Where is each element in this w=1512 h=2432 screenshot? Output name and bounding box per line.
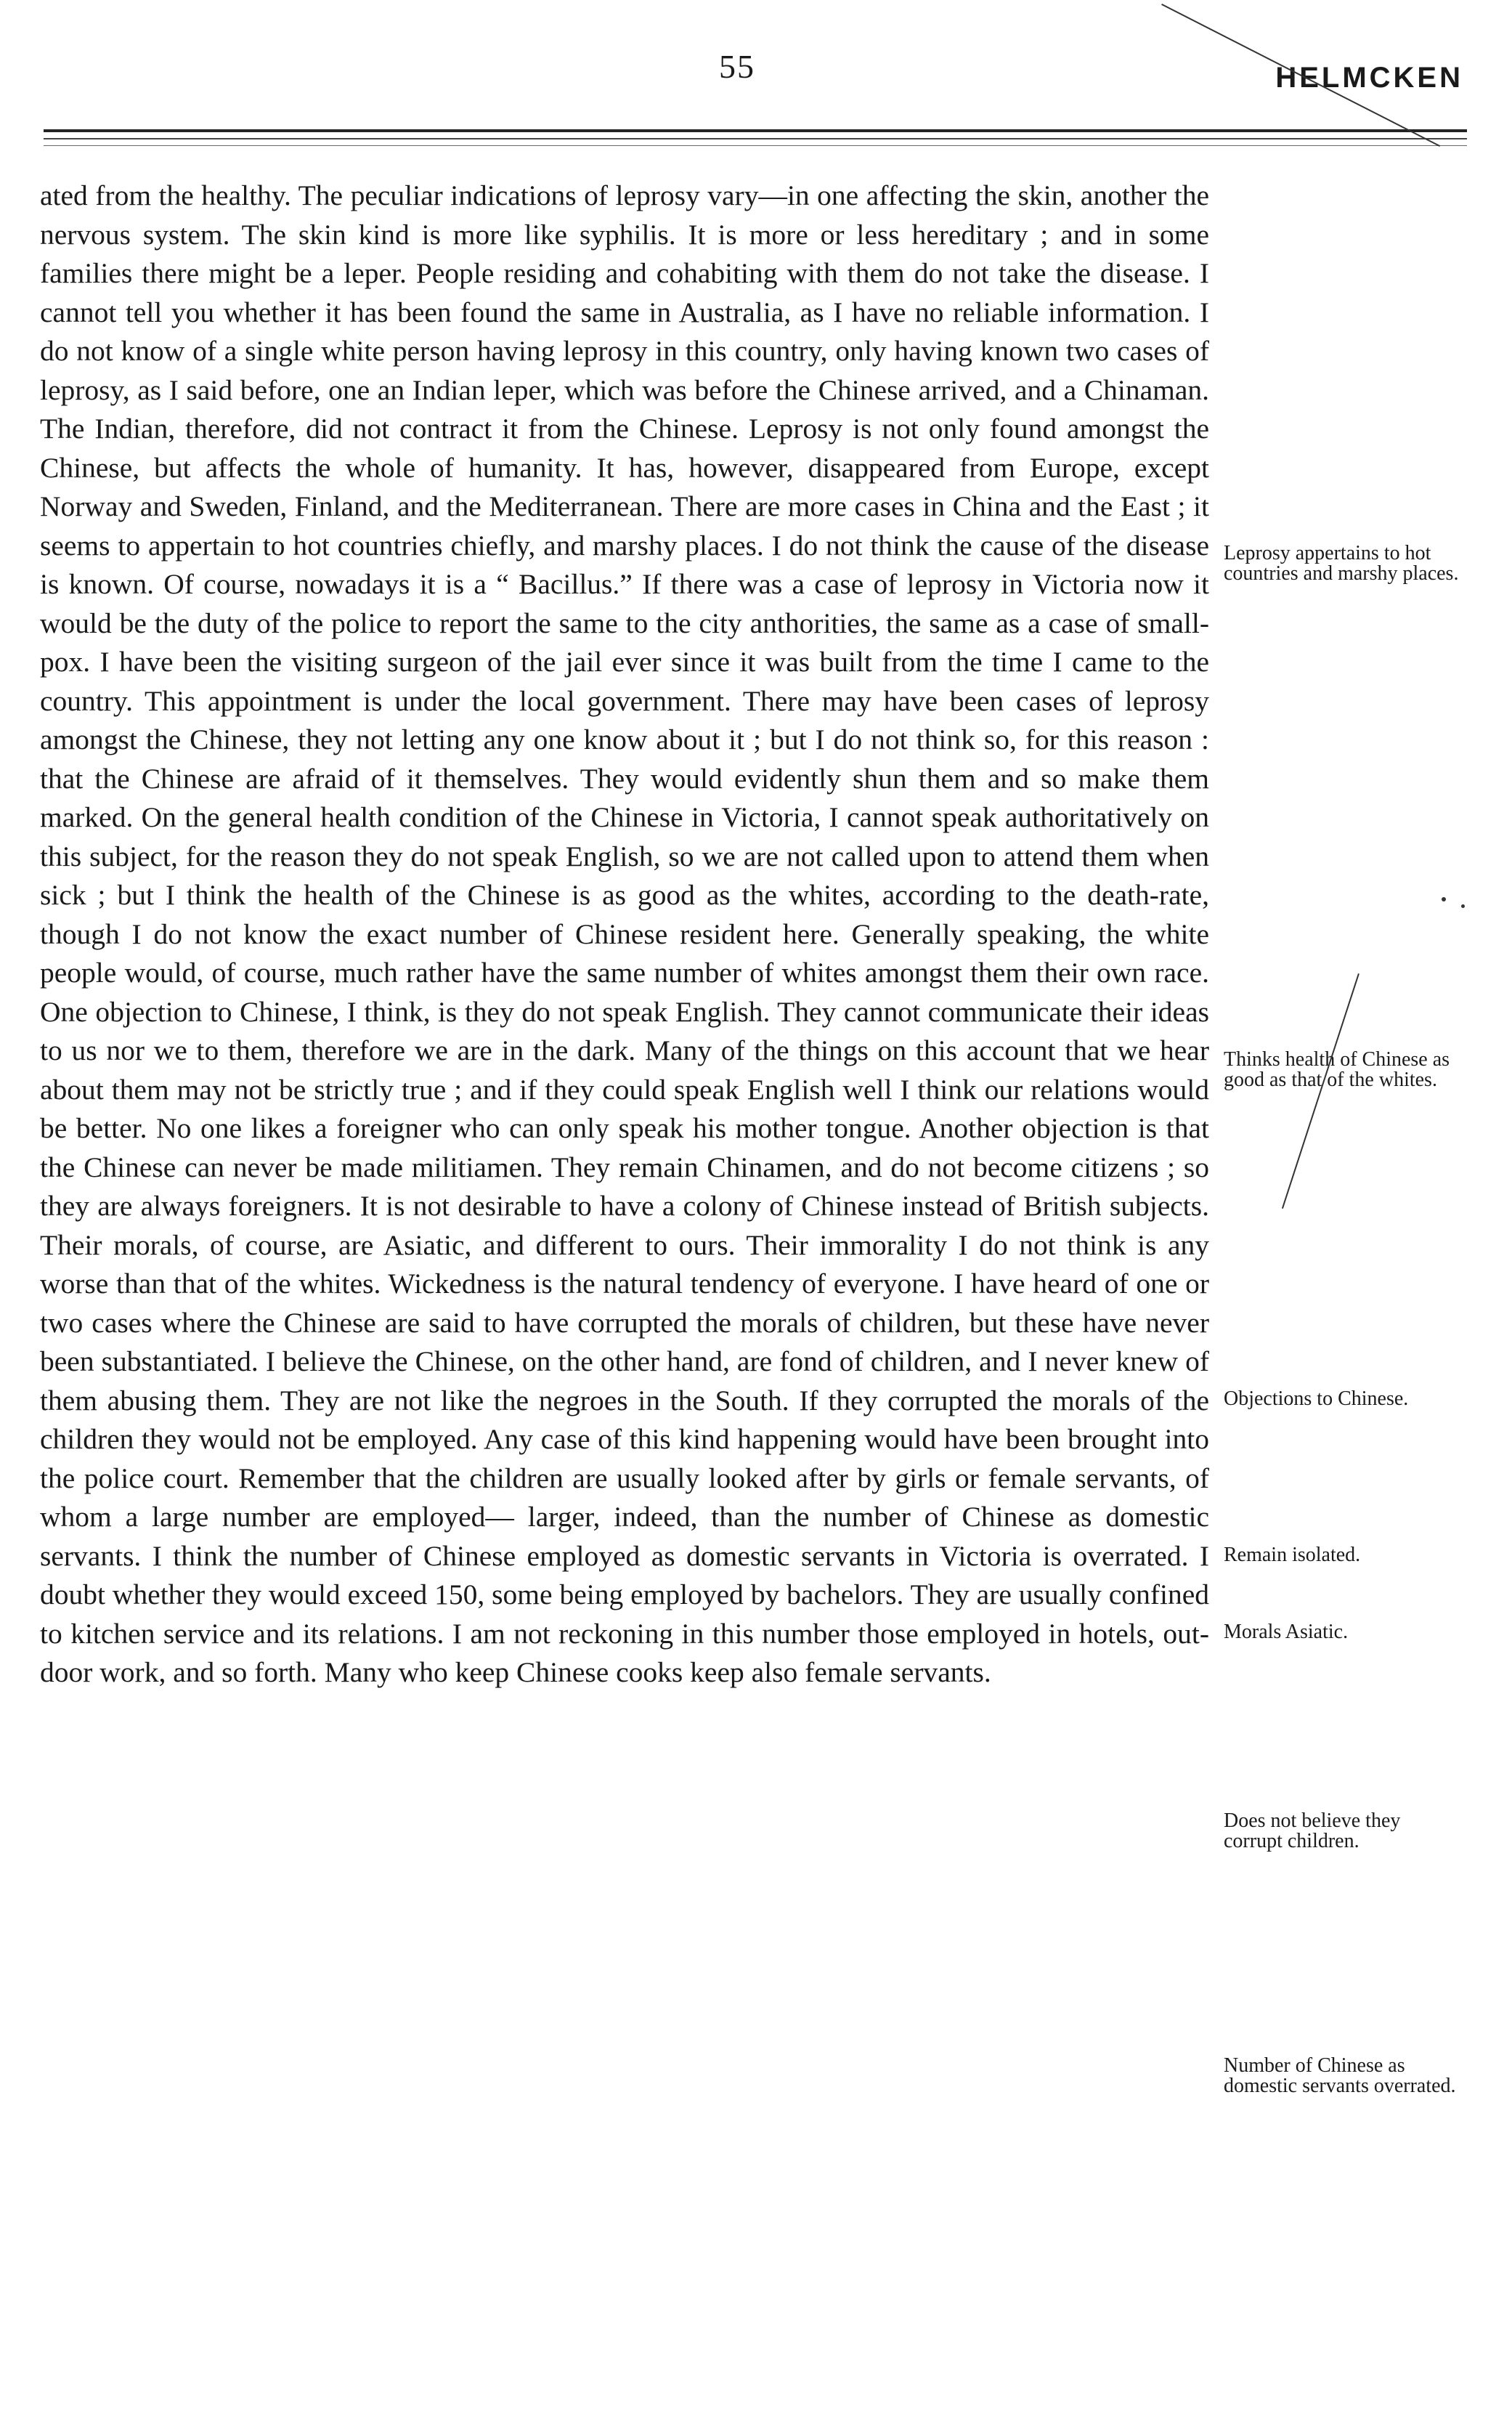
margin-note-isolated: Remain isolated. [1224,1544,1361,1566]
margin-note-leprosy: Leprosy appertains to hot countries and marshy places. [1224,542,1459,585]
body-text: ated from the healthy. The peculiar indications of leprosy vary—in one affecting the skin, another the nervous system. The skin kind is more like syphilis. It is more or less hereditary ; and in some families there might be a leper. People residing and cohabiting with them do not take the disease. I cannot tell you whether it has been found the same in Australia, as I have no reliable information. I do not know of a single white person having leprosy in this country, only having known two cases of leprosy, as I said before, one an Indian leper, which was before the Chinese arrived, and a Chinaman. The Indian, therefore, did not contract it from the Chinese. Leprosy is not only found amongst the Chinese, but affects the whole of humanity. It has, however, disappeared from Europe, except Norway and Sweden, Finland, and the Mediterranean. There are more cases in China and the East ; it seems to appertain to hot countries chiefly, and marshy places. I do not think the cause of the disease is known. Of course, nowadays it is a “ Bacillus.” If there was a case of leprosy in Victoria now it would be the duty of the police to report the same to the city anthorities, the same as a case of small-pox. I have been the visiting surgeon of the jail ever since it was built from the time I came to the country. This appointment is under the local government. There may have been cases of leprosy amongst the Chinese, they not letting any one know about it ; but I do not think so, for this reason : that the Chinese are afraid of it themselves. They would evidently shun them and so make them marked. On the general health condition of the Chinese in Victoria, I cannot speak authoritatively on this subject, for the reason they do not speak English, so we are not called upon to attend them when sick ; but I think the health of the Chinese is as good as the whites, according to the death-rate, though I do not know the exact number of Chinese resident here. Generally speaking, the white people would, of course, much rather have the same number of whites amongst them their own race. One objection to Chinese, I think, is they do not speak English. They cannot communicate their ideas to us nor we to them, therefore we are in the dark. Many of the things on this account that we hear about them may not be strictly true ; and if they could speak English well I think our relations would be better. No one likes a foreigner who can only speak his mother tongue. Another objection is that the Chinese can never be made militiamen. They remain Chinamen, and do not become citizens ; so they are always foreigners. It is not desirable to have a colony of Chinese instead of British subjects. Their morals, of course, are Asiatic, and different to ours. Their immorality I do not think is any worse than that of the whites. Wickedness is the natural tendency of everyone. I have heard of one or two cases where the Chinese are said to have corrupted the morals of children, but these have never been substantiated. I believe the Chinese, on the other hand, are fond of children, and I never knew of them abusing them. They are not like the negroes in the South. If they corrupted the morals of the children they would not be employed. Any case of this kind happening would have been brought into the police court. Remember that the children are usually looked after by girls or female servants, of whom a large number are employed— larger, indeed, than the number of Chinese as domestic servants. I think the number of Chinese employed as domestic servants in Victoria is overrated. I doubt whether they would exceed 150, some being employed by bachelors. They are usually confined to kitchen service and its relations. I am not reckoning in this number those employed in hotels, out-door work, and so forth. Many who keep Chinese cooks keep also female servants. [40,179,1209,1688]
scan-artifact-dot [1461,904,1465,908]
margin-note-children: Does not believe they corrupt children. [1224,1809,1401,1852]
margin-notes [1224,0,1463,2432]
margin-note-servants: Number of Chinese as domestic servants overrated. [1224,2054,1456,2097]
margin-note-objections: Objections to Chinese. [1224,1387,1409,1410]
scan-artifact-dot [1442,897,1446,901]
margin-note-morals: Morals Asiatic. [1224,1621,1349,1643]
page-number: 55 [719,48,755,85]
running-head: HELMCKEN [1275,62,1463,94]
margin-note-health: Thinks health of Chinese as good as that of the whites. [1224,1048,1450,1091]
